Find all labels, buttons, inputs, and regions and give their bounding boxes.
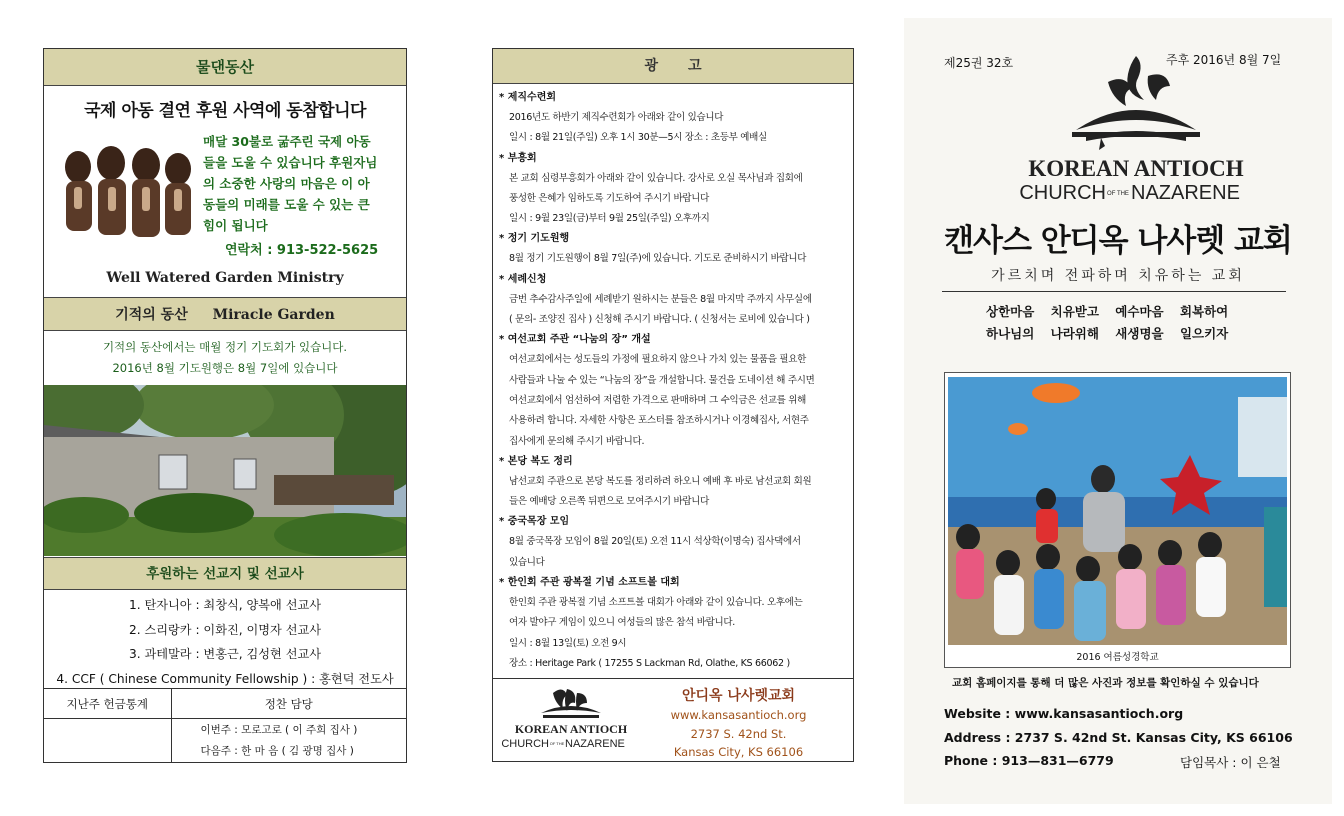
- slogan-line: 상한마음 치유받고 예수마음 회복하여: [986, 304, 1229, 319]
- announcement-line: 여자 발야구 게임이 있으니 여성들의 많은 참석 바랍니다.: [509, 617, 735, 629]
- announcement-line: 금번 추수감사주일에 세례받기 원하시는 분들은 8월 마지막 주까지 사무실에: [509, 293, 812, 305]
- offering-cleaning-table: [44, 688, 406, 763]
- announcement-title: * 세례신청: [499, 273, 547, 285]
- miracle-header-ko: 기적의 동산: [115, 307, 188, 323]
- announcement-title: * 부흥회: [499, 152, 537, 164]
- announcement-line: 여선교회에서는 성도들의 가정에 필요하지 않으나 가치 있는 물품을 필요한: [509, 354, 806, 366]
- announcement-title: * 정기 기도원행: [499, 233, 570, 245]
- contact-address: Address : 2737 S. 42nd St. Kansas City, KS 66106: [944, 730, 1293, 745]
- announcement-title: * 여선교회 주관 “나눔의 장” 개설: [499, 334, 651, 346]
- announcement-line: 집사에게 문의해 주시기 바랍니다.: [509, 435, 645, 447]
- bulletin-date: 주후 2016년 8월 7일: [1166, 53, 1282, 67]
- announcement-line: 8월 중국목장 모임이 8월 20일(토) 오전 11시 석상학(이명숙) 집사댁에서: [509, 536, 801, 548]
- announcement-title: * 중국목장 모임: [499, 516, 570, 528]
- support-headline: 국제 아동 결연 후원 사역에 동참합니다: [84, 101, 366, 121]
- miracle-line: 2016년 8월 기도원행은 8월 7일에 있습니다: [112, 361, 338, 375]
- children-praying-photo: [56, 137, 196, 245]
- church-name-korean: 캔사스 안디옥 나사렛 교회: [944, 223, 1292, 259]
- logo-text-line1: KOREAN ANTIOCH: [514, 722, 628, 736]
- announcement-line: 장소 : Heritage Park ( 17255 S Lackman Rd, Olathe, KS 66062 ): [509, 657, 790, 669]
- list-item: 2. 스리랑카 : 이화진, 이명자 선교사: [128, 622, 322, 637]
- announcement-line: 8월 정기 기도원행이 8월 7일(주)에 있습니다. 기도로 준비하시기 바랍니다: [509, 253, 807, 265]
- miracle-line: 기적의 동산에서는 매월 정기 기도회가 있습니다.: [102, 340, 348, 354]
- announcements-panel: [492, 48, 854, 762]
- logo-text-of-the: OF THE: [549, 741, 565, 746]
- list-item: 1. 탄자니아 : 최창식, 양복애 선교사: [128, 598, 322, 612]
- church-motto: 가르치며 전파하며 치유하는 교회: [991, 268, 1245, 284]
- mission-panel: [43, 48, 407, 763]
- miracle-description: [44, 337, 406, 379]
- announcement-line: 사용하려 합니다. 자세한 사항은 포스터를 참조하시거나 이경혜집사, 서현주: [509, 415, 809, 427]
- announcement-line: 여선교회에서 엄선하여 저렴한 가격으로 판매하며 그 수익금은 선교를 위해: [509, 394, 806, 406]
- contact-website[interactable]: Website : www.kansasantioch.org: [944, 706, 1184, 721]
- announcement-line: 한인회 주관 광복절 기념 소프트볼 대회가 아래와 같이 있습니다. 오후에는: [509, 597, 803, 609]
- volume-number: 제25권 32호: [944, 56, 1014, 70]
- announcements-header: 광고: [493, 49, 853, 84]
- announcement-title: * 한인회 주관 광복절 기념 소프트볼 대회: [499, 577, 680, 589]
- announcement-title: * 제직수련회: [499, 92, 557, 103]
- support-line: 매달 30불로 굶주린 국제 아동: [203, 134, 371, 149]
- cleaning-duty-line: 이번주 : 모로고로 ( 이 주희 집사 ): [200, 724, 358, 736]
- announcement-line: 일시 : 8월 21일(주일) 오후 1시 30분—5시 장소 : 초등부 예배실: [509, 132, 767, 144]
- vacation-bible-school-photo: [948, 377, 1287, 645]
- section-header-watered-garden: 물댄동산: [44, 49, 406, 86]
- logo-text-nazarene: NAZARENE: [1131, 182, 1240, 204]
- logo-text-church: CHURCH: [501, 738, 549, 750]
- pastor-name: 담임목사 : 이 은철: [1180, 755, 1281, 770]
- list-item: 4. CCF ( Chinese Community Fellowship ) : 홍현덕 전도사: [56, 671, 394, 686]
- support-line: 힘이 됩니다: [203, 218, 268, 233]
- contact-phone: Phone : 913—831—6779: [944, 753, 1114, 768]
- support-line: 동들의 미래를 도울 수 있는 큰: [203, 197, 370, 212]
- church-footer: [493, 678, 853, 764]
- cleaning-duty-label: 정찬 담당: [171, 689, 406, 719]
- vbs-photo-frame: [944, 372, 1291, 668]
- slogan-line: 하나님의 나라위해 새생명을 일으키자: [986, 326, 1229, 341]
- divider: [942, 291, 1286, 292]
- church-logo-icon: [501, 685, 641, 757]
- support-contact: 연락처 : 913-522-5625: [225, 243, 379, 258]
- announcement-title: * 본당 복도 정리: [499, 455, 573, 467]
- support-description: [203, 131, 399, 236]
- announcement-list: [493, 84, 853, 674]
- announcement-line: 남선교회 주관으로 본당 복도를 정리하려 하오니 예배 후 바로 남선교회 회원: [509, 475, 812, 487]
- cleaning-duty-cell: [171, 719, 406, 764]
- announcement-line: 사람들과 나눌 수 있는 “나눔의 장”을 개설합니다. 물건을 도네이션 해 주시면: [509, 374, 815, 386]
- announcement-line: 일시 : 9월 23일(금)부터 9월 25일(주일) 오후까지: [509, 213, 710, 225]
- church-website[interactable]: www.kansasantioch.org: [670, 708, 807, 722]
- logo-text-church: CHURCH: [1019, 182, 1106, 204]
- miracle-header-en: Miracle Garden: [212, 307, 335, 323]
- section-header-missionaries: 후원하는 선교지 및 선교사: [44, 557, 406, 590]
- cover-panel: [904, 18, 1332, 804]
- offering-stats-label: 지난주 헌금통계: [44, 689, 171, 719]
- ministry-title: Well Watered Garden Ministry: [106, 270, 344, 286]
- cleaning-duty-line: 다음주 : 한 마 음 ( 김 광명 집사 ): [200, 745, 354, 757]
- logo-text-line1: KOREAN ANTIOCH: [1028, 156, 1244, 181]
- support-line: 들을 도울 수 있습니다 후원자님: [203, 155, 378, 170]
- announcement-line: ( 문의- 조양진 집사 ) 신청해 주시기 바랍니다. ( 신청서는 로비에 있습니다 ): [509, 314, 810, 326]
- church-address-line1: 2737 S. 42nd St.: [690, 727, 787, 741]
- church-slogans: [986, 301, 1228, 345]
- logo-text-of-the: OF THE: [1107, 191, 1129, 197]
- church-logo-large-icon: [986, 52, 1286, 222]
- church-address-line2: Kansas City, KS 66106: [673, 745, 804, 759]
- offering-stats-cell: [44, 719, 171, 764]
- announcement-line: 들은 예배당 오른쪽 뒤편으로 모여주시기 바랍니다: [509, 496, 710, 508]
- missionary-list: [44, 593, 406, 691]
- announcement-line: 본 교회 심령부흥회가 아래와 같이 있습니다. 강사로 오실 목사님과 집회에: [509, 172, 803, 184]
- prayer-house-photo: [44, 385, 406, 556]
- list-item: 3. 과테말라 : 변홍근, 김성현 선교사: [128, 647, 322, 661]
- announcement-line: 풍성한 은혜가 임하도록 기도하여 주시기 바랍니다: [509, 192, 710, 204]
- announcement-line: 2016년도 하반기 제직수련회가 아래와 같이 있습니다: [509, 112, 724, 123]
- logo-text-nazarene: NAZARENE: [565, 738, 625, 750]
- announcement-line: 일시 : 8월 13일(토) 오전 9시: [509, 637, 627, 649]
- homepage-note: 교회 홈페이지를 통해 더 많은 사진과 정보를 확인하실 수 있습니다: [952, 677, 1259, 689]
- announcement-line: 있습니다: [509, 556, 545, 568]
- photo-caption: 2016 여름성경학교: [1076, 652, 1159, 663]
- church-name: 안디옥 나사렛교회: [681, 688, 796, 704]
- section-header-miracle-garden: [44, 297, 406, 331]
- support-line: 의 소중한 사랑의 마음은 이 아: [203, 176, 370, 191]
